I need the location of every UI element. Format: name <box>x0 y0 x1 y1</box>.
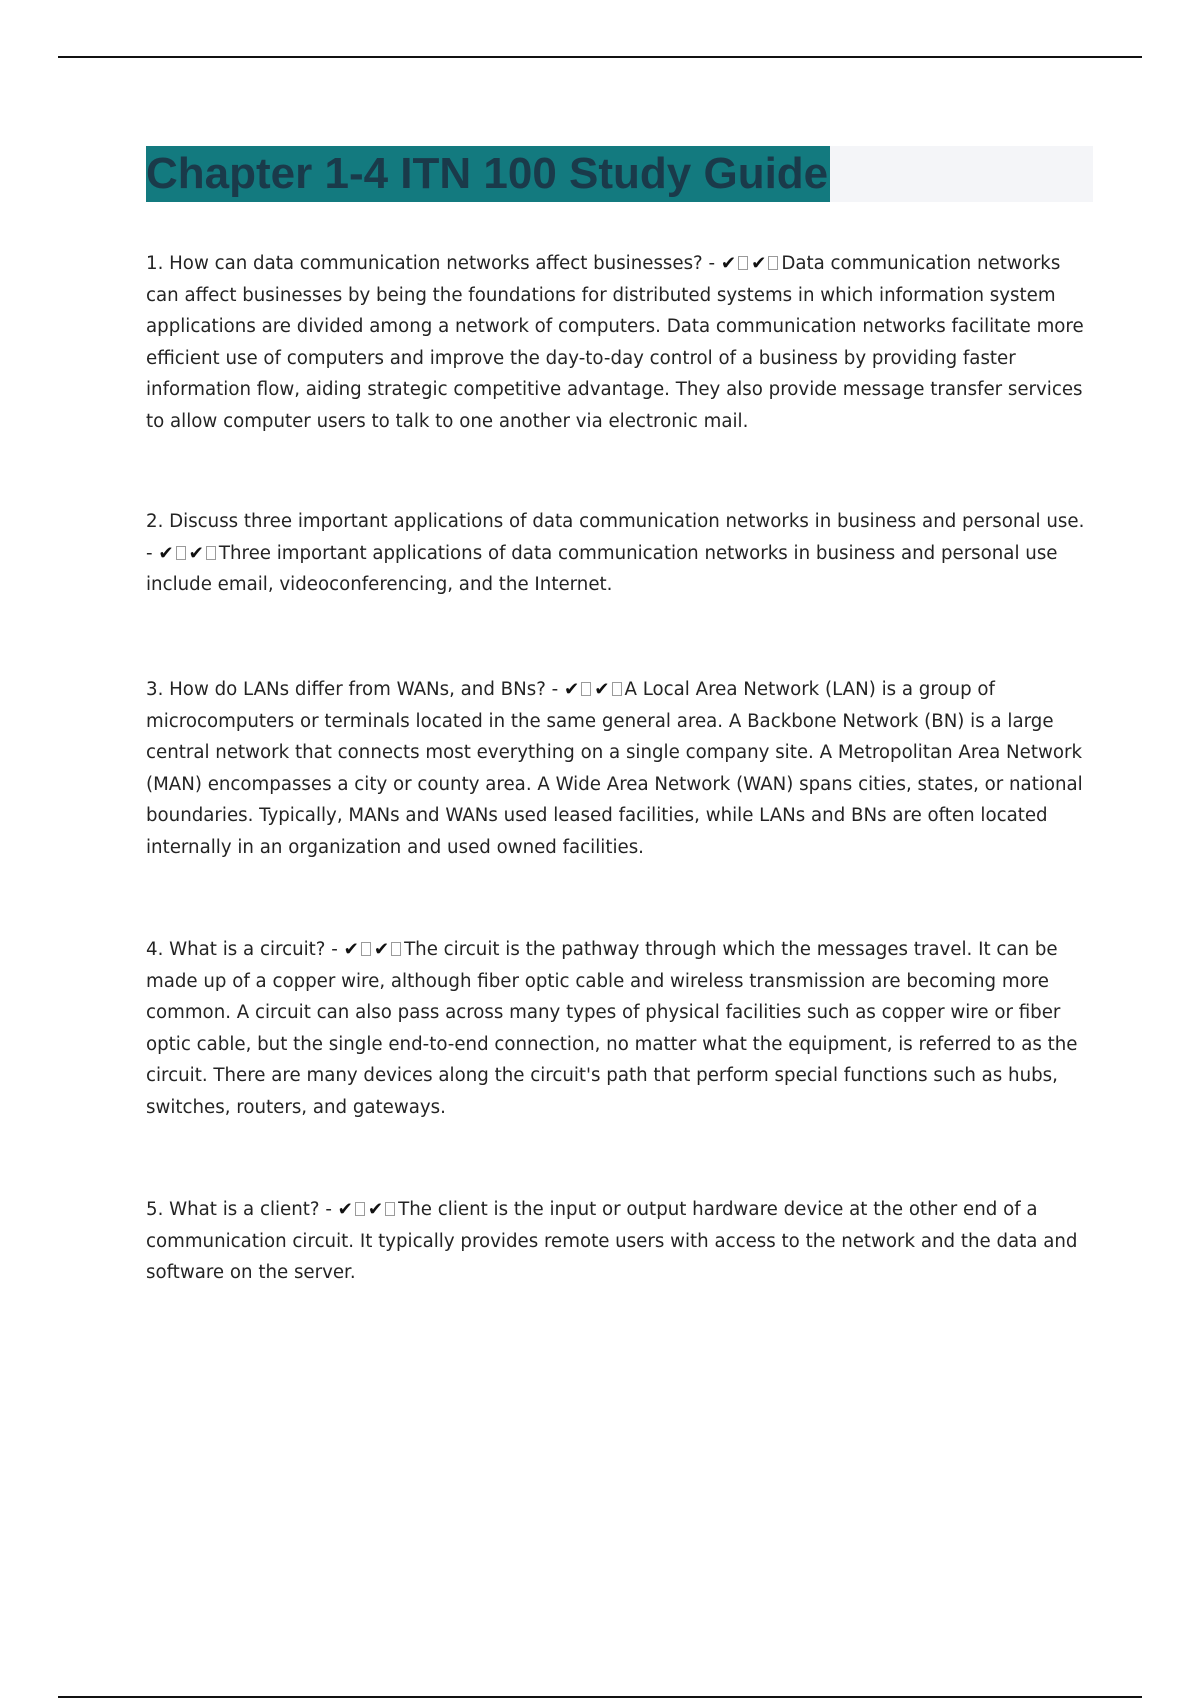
bottom-rule <box>58 1696 1142 1698</box>
check-mark-icon: ✔ <box>720 253 737 274</box>
question-item <box>146 674 1086 934</box>
question-item <box>146 934 1086 1194</box>
empty-box-icon <box>612 682 622 696</box>
check-mark-icon: ✔ <box>594 679 610 700</box>
check-mark-icon: ✔ <box>564 679 580 700</box>
check-mark-icon: ✔ <box>158 542 174 564</box>
empty-box-icon <box>385 1202 395 1216</box>
empty-box-icon <box>355 1202 365 1216</box>
question-answer: Three important applications of data communication networks in business and personal use include email, videoconferencing, and the Internet. <box>146 542 1058 595</box>
top-rule <box>58 56 1142 58</box>
empty-box-icon <box>581 682 591 696</box>
question-answer: A Local Area Network (LAN) is a group of microcomputers or terminals located in the same general area. A Backbone Network (BN) is a large central network that connects most everything on a single company site. A Metropolitan Area Network (MAN) encompasses a city or county area. A Wide Area Network (WAN) spans cities, states, or national boundaries. Typically, MANs and WANs used leased facilities, while LANs and BNs are often located internally in an organization and used owned facilities. <box>146 679 1083 858</box>
empty-box-icon <box>391 942 401 956</box>
empty-box-icon <box>176 546 186 560</box>
question-item <box>146 248 1086 506</box>
question-list <box>146 248 1086 1294</box>
check-mark-icon: ✔ <box>367 1199 384 1220</box>
question-answer: The circuit is the pathway through which the messages travel. It can be made up of a copper wire, although fiber optic cable and wireless transmission are becoming more common. A circuit can also pass across many types of physical facilities such as copper wire or fiber optic cable, but the single end-to-end connection, no matter what the equipment, is referred to as the circuit. There are many devices along the circuit's path that perform special functions such as hubs, switches, routers, and gateways. <box>146 939 1078 1118</box>
question-prompt: 1. How can data communication networks affect businesses? - <box>146 253 721 274</box>
question-answer: Data communication networks can affect businesses by being the foundations for distributed systems in which information system applications are divided among a network of computers. Data communication networks facilitate more efficient use of computers and improve the day-to-day control of a business by providing faster information flow, aiding strategic competitive advantage. They also provide message transfer services to allow computer users to talk to one another via electronic mail. <box>146 253 1084 432</box>
page-title: Chapter 1-4 ITN 100 Study Guide <box>146 149 829 198</box>
title-highlight <box>146 146 830 202</box>
empty-box-icon <box>206 546 216 560</box>
question-prompt: 4. What is a circuit? - <box>146 939 344 960</box>
empty-box-icon <box>738 256 748 270</box>
question-prompt: 2. Discuss three important applications of data communication networks in business and personal use. - <box>146 511 1085 564</box>
question-item <box>146 506 1086 674</box>
check-mark-icon: ✔ <box>343 939 359 960</box>
question-prompt: 5. What is a client? - <box>146 1199 338 1220</box>
empty-box-icon <box>361 942 371 956</box>
question-item <box>146 1194 1086 1294</box>
check-mark-icon: ✔ <box>188 542 204 564</box>
question-answer: The client is the input or output hardware device at the other end of a communication circuit. It typically provides remote users with access to the network and the data and software on the server. <box>146 1199 1078 1283</box>
question-prompt: 3. How do LANs differ from WANs, and BNs? - <box>146 679 564 700</box>
empty-box-icon <box>768 256 778 270</box>
check-mark-icon: ✔ <box>337 1199 353 1220</box>
check-mark-icon: ✔ <box>751 253 767 274</box>
check-mark-icon: ✔ <box>373 939 390 960</box>
